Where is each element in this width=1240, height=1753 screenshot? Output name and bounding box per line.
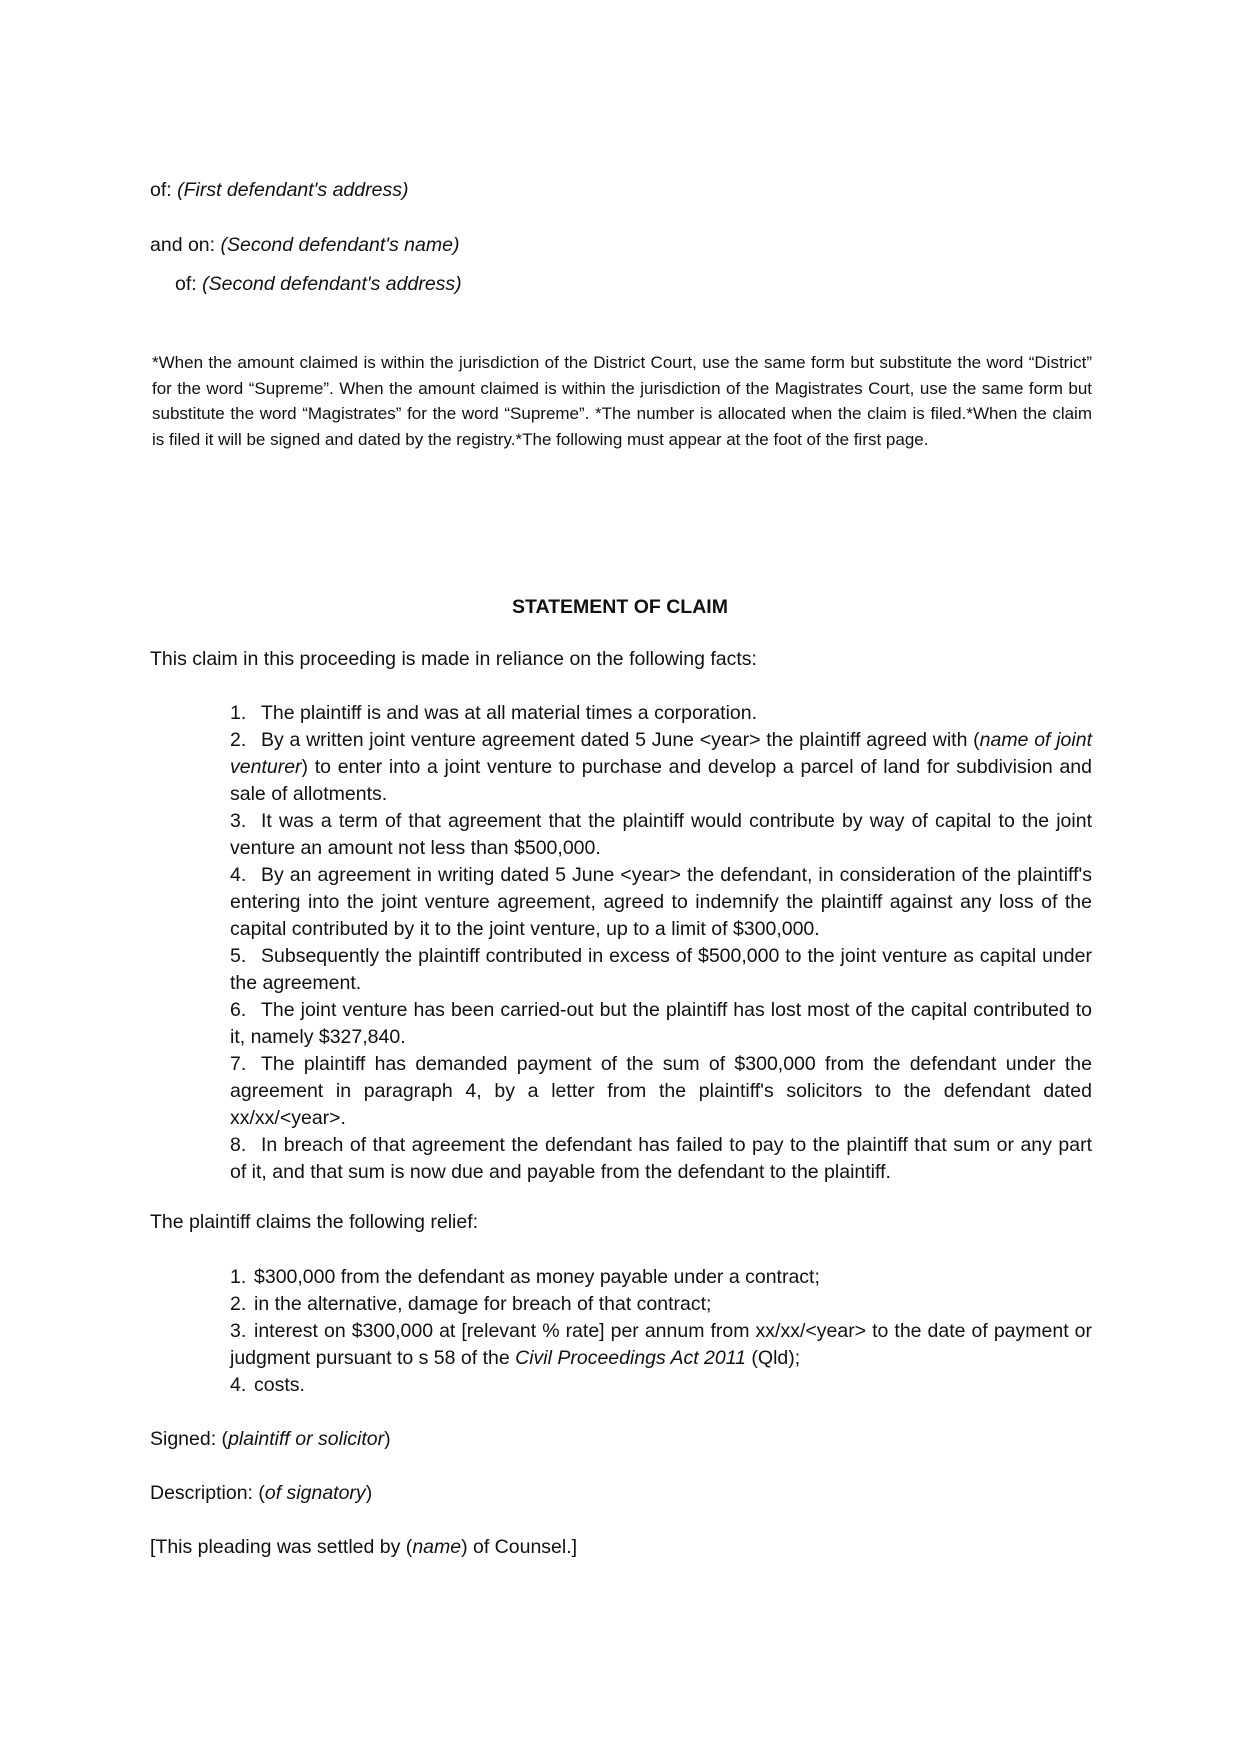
relief-intro: The plaintiff claims the following relief:	[150, 1211, 479, 1233]
relief-list	[230, 1264, 1092, 1399]
description-line: Description: (of signatory)	[150, 1482, 373, 1504]
label: and on:	[150, 234, 221, 256]
fact-item: 7. The plaintiff has demanded payment of the sum of $300,000 from the defendant under the agreement in paragraph 4, by a letter from the plaintiff's solicitors to the defendant dated xx/xx/<year>.	[230, 1053, 1092, 1129]
document-title: STATEMENT OF CLAIM	[512, 596, 728, 618]
fact-item: 8. In breach of that agreement the defendant has failed to pay to the plaintiff that sum or any part of it, and that sum is now due and payable from the defendant to the plaintiff.	[230, 1134, 1092, 1183]
placeholder: (Second defendant's name)	[220, 234, 460, 256]
fact-item: 4. By an agreement in writing dated 5 June <year> the defendant, in consideration of the plaintiff's entering into the joint venture agreement, agreed to indemnify the plaintiff against any loss of the capital contributed by it to the joint venture, up to a limit of $300,000.	[230, 864, 1092, 940]
facts-list	[230, 700, 1092, 1186]
relief-item: 2. in the alternative, damage for breach of that contract;	[230, 1293, 712, 1315]
second-defendant-address	[175, 271, 462, 298]
second-defendant-name	[150, 232, 459, 259]
fact-item: 5. Subsequently the plaintiff contributed in excess of $500,000 to the joint venture as capital under the agreement.	[230, 945, 1092, 994]
relief-item: 4. costs.	[230, 1374, 305, 1396]
fact-item: 6. The joint venture has been carried-out but the plaintiff has lost most of the capital contributed to it, namely $327,840.	[230, 999, 1092, 1048]
label: of:	[150, 179, 178, 201]
signed-line: Signed: (plaintiff or solicitor)	[150, 1428, 391, 1450]
relief-item: 3. interest on $300,000 at [relevant % rate] per annum from xx/xx/<year> to the date of payment or judgment pursuant to s 58 of the Civil Proceedings Act 2011 (Qld);	[230, 1320, 1092, 1369]
fact-item: 2. By a written joint venture agreement dated 5 June <year> the plaintiff agreed with (name of joint venturer) to enter into a joint venture to purchase and develop a parcel of land for subdivision and sale of allotments.	[230, 729, 1092, 805]
facts-intro: This claim in this proceeding is made in reliance on the following facts:	[150, 648, 757, 670]
placeholder: (Second defendant's address)	[202, 273, 462, 295]
relief-item: 1. $300,000 from the defendant as money payable under a contract;	[230, 1266, 820, 1288]
fact-item: 3. It was a term of that agreement that the plaintiff would contribute by way of capital to the joint venture an amount not less than $500,000.	[230, 810, 1092, 859]
fact-item: 1. The plaintiff is and was at all material times a corporation.	[230, 702, 758, 724]
label: of:	[175, 273, 203, 295]
placeholder: (First defendant's address)	[177, 179, 409, 201]
settled-by-line: [This pleading was settled by (name) of Counsel.]	[150, 1536, 578, 1558]
instruction-note: *When the amount claimed is within the jurisdiction of the District Court, use the same form but substitute the word “District” for the word “Supreme”. When the amount claimed is within the jurisdiction of the Magistrates Court, use the same form but substitute the word “Magistrates” for the word “Supreme”. *The number is allocated when the claim is filed.*When the claim is filed it will be signed and dated by the registry.*The following must appear at the foot of the first page.	[152, 353, 1092, 449]
first-defendant-address	[150, 177, 408, 204]
